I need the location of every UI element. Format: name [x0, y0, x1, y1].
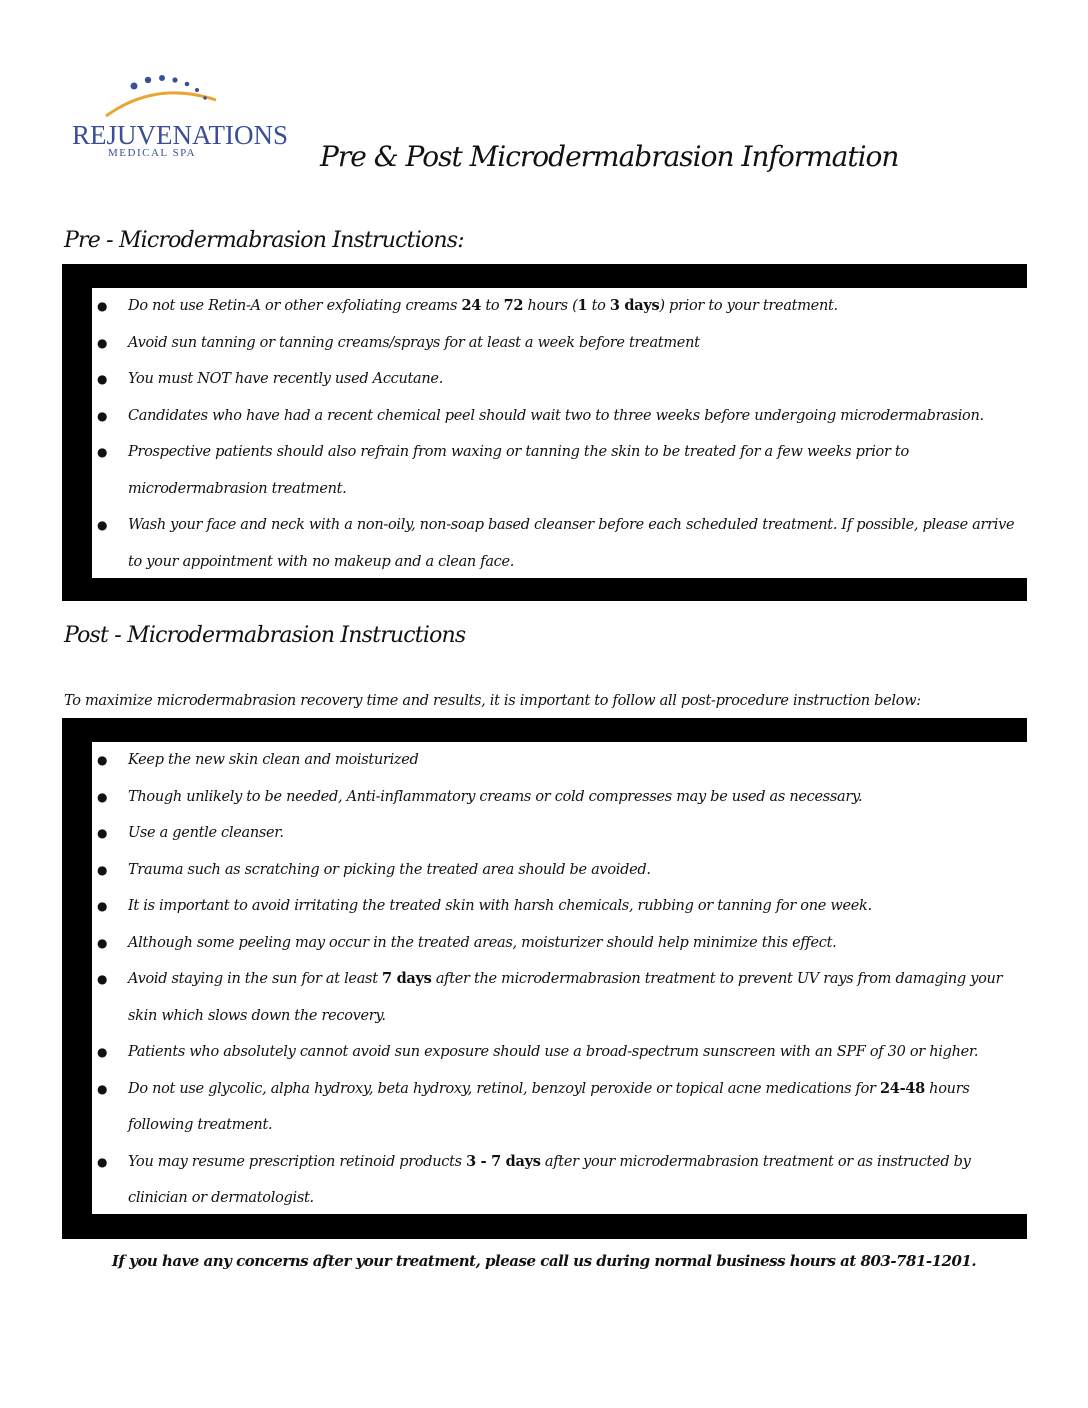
item-text: Although some peeling may occur in the treated areas, moisturizer should help minimize this effect.	[128, 934, 837, 951]
item-text: Wash your face and neck with a non-oily, non-soap based cleanser before each scheduled treatment. If possible, please arrive to your appointment with no makeup and a clean face.	[128, 517, 1015, 570]
item-text: Prospective patients should also refrain from waxing or tanning the skin to be treated for a few weeks prior to microdermabrasion treatment.	[128, 444, 909, 497]
list-item	[92, 288, 1027, 325]
emphasis-text: 3 days	[609, 297, 660, 314]
emphasis-text: 3 - 7 days	[466, 1152, 541, 1170]
item-text: You must NOT have recently used Accutane.	[128, 371, 443, 387]
item-text: to	[587, 298, 610, 314]
item-text: Keep the new skin clean and moisturized	[128, 752, 419, 768]
item-text: Avoid sun tanning or tanning creams/sprays for at least a week before treatment	[128, 334, 700, 351]
item-text: Though unlikely to be needed, Anti-inflammatory creams or cold compresses may be used as necessary.	[128, 788, 863, 805]
list-item	[92, 1071, 1027, 1144]
list-item	[92, 507, 1027, 580]
item-text: It is important to avoid irritating the treated skin with harsh chemicals, rubbing or tanning for one week.	[128, 898, 872, 914]
bullet-icon: ●	[97, 1154, 108, 1169]
list-item	[92, 925, 1027, 962]
item-text: after the microdermabrasion treatment to prevent UV rays from damaging your skin which slows down the recovery.	[128, 971, 1003, 1024]
page-title: Pre & Post Microdermabrasion Information	[320, 140, 899, 173]
list-item	[92, 434, 1027, 507]
item-text: ) prior to your treatment.	[659, 298, 838, 314]
post-list	[92, 742, 1027, 1217]
list-item	[92, 888, 1027, 925]
post-heading: Post - Microdermabrasion Instructions	[64, 623, 466, 648]
pre-list	[92, 288, 1027, 580]
item-text: Do not use Retin-A or other exfoliating creams	[128, 298, 462, 314]
item-text: Use a gentle cleanser.	[128, 825, 284, 841]
pre-heading: Pre - Microdermabrasion Instructions:	[64, 228, 464, 253]
emphasis-text: 7 days	[382, 970, 432, 987]
item-text: You may resume prescription retinoid products	[128, 1153, 467, 1170]
pre-list-box	[92, 288, 1027, 578]
bullet-icon: ●	[97, 335, 108, 350]
item-text: to	[481, 298, 504, 314]
post-intro: To maximize microdermabrasion recovery time and results, it is important to follow all post-procedure instruction below:	[64, 693, 921, 709]
list-item	[92, 815, 1027, 852]
bullet-icon: ●	[97, 899, 108, 913]
emphasis-text: 24-48	[880, 1079, 925, 1097]
bullet-icon: ●	[97, 372, 108, 386]
bullet-icon: ●	[97, 445, 108, 459]
item-text: Patients who absolutely cannot avoid sun exposure should use a broad-spectrum sunscreen with an SPF of 30 or higher.	[128, 1044, 979, 1060]
bullet-icon: ●	[97, 299, 108, 313]
item-text: after your microdermabrasion treatment or as instructed by clinician or dermatologist.	[128, 1153, 971, 1206]
item-text: Trauma such as scratching or picking the treated area should be avoided.	[128, 861, 651, 878]
list-item	[92, 742, 1027, 779]
logo-subtitle: MEDICAL SPA	[108, 147, 197, 159]
list-item	[92, 361, 1027, 398]
list-item	[92, 325, 1027, 362]
bullet-icon: ●	[97, 1045, 108, 1059]
item-text: hours following treatment.	[128, 1080, 970, 1133]
bullet-icon: ●	[97, 826, 108, 840]
item-text: Candidates who have had a recent chemical peel should wait two to three weeks before undergoing microdermabrasion.	[128, 407, 984, 424]
bullet-icon: ●	[97, 789, 108, 804]
bullet-icon: ●	[97, 753, 108, 767]
logo-name: REJUVENATIONS	[72, 120, 288, 150]
item-text: Avoid staying in the sun for at least	[128, 971, 383, 987]
bullet-icon: ●	[97, 862, 108, 877]
list-item	[92, 398, 1027, 435]
emphasis-text: 1	[577, 297, 588, 314]
footer-note: If you have any concerns after your treatment, please call us during normal business hours at 803-781-1201.	[111, 1252, 977, 1270]
item-text: hours (	[523, 298, 578, 314]
bullet-icon: ●	[97, 935, 108, 950]
item-text: Do not use glycolic, alpha hydroxy, beta hydroxy, retinol, benzoyl peroxide or topical acne medications for	[128, 1080, 880, 1097]
list-item	[92, 961, 1027, 1034]
bullet-icon: ●	[97, 408, 108, 423]
list-item	[92, 779, 1027, 816]
bullet-icon: ●	[97, 972, 108, 986]
list-item	[92, 852, 1027, 889]
logo	[66, 70, 288, 170]
emphasis-text: 24	[461, 297, 482, 314]
bullet-icon: ●	[97, 1081, 108, 1096]
list-item	[92, 1034, 1027, 1071]
post-list-box	[92, 742, 1027, 1214]
emphasis-text: 72	[503, 297, 524, 314]
list-item	[92, 1144, 1027, 1217]
bullet-icon: ●	[97, 518, 108, 532]
